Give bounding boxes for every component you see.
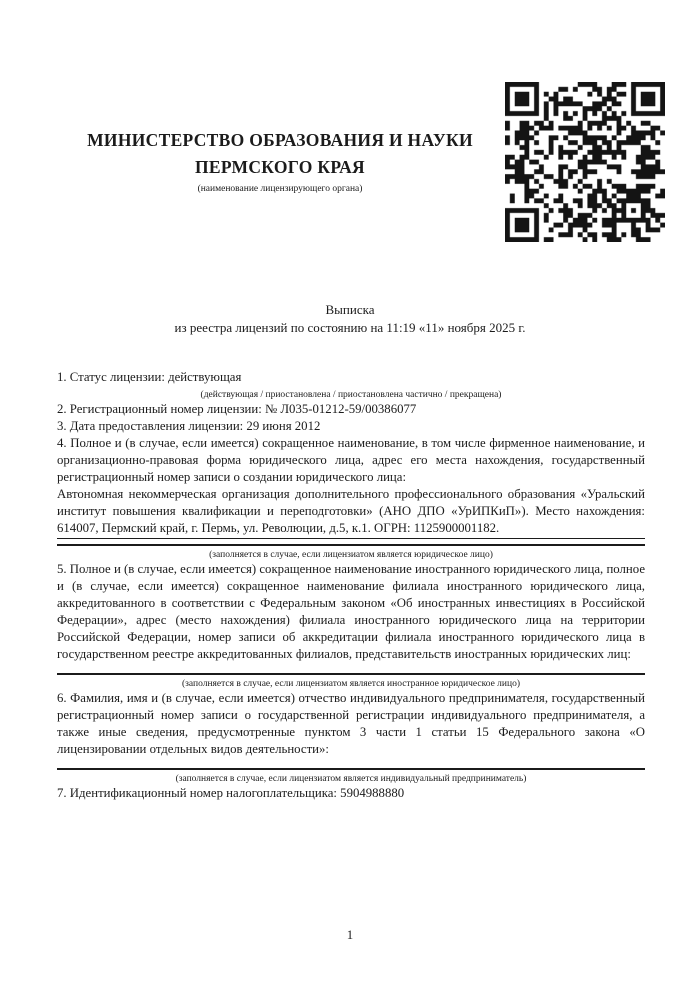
item-6-text: 6. Фамилия, имя и (в случае, если имеется) отчество индивидуального предпринимателя, государственный регистрационный номер записи о государственной регистрации индивидуального предпринимателя, а также иные сведения, предусмотренные пунктом 3 части 1 статьи 15 Федерального закона «О лицензировании отдельных видов деятельности»: [57, 691, 645, 756]
item-2-registration-number: 2. Регистрационный номер лицензии: № Л035-01212-59/00386077 [57, 402, 417, 416]
qr-code-icon [505, 82, 665, 242]
item-5-caption: (заполняется в случае, если лицензиатом является иностранное юридическое лицо) [182, 679, 520, 689]
item-5-text: 5. Полное и (в случае, если имеется) сокращенное наименование иностранного юридического лица, полное и (в случае, если имеется) сокращенное наименование филиала иностранного юридического лица, аккредитованного в соответствии с Федеральным законом «Об иностранных инвестициях в Российской Федерации», адрес (место нахождения) филиала иностранного юридического лица на территории Российской Федерации, номер записи об аккредитации филиала иностранного юридического лица в государственном реестре аккредитованных филиалов, представительств иностранных юридических лиц: [57, 562, 645, 661]
form-line [57, 673, 645, 675]
item-4-value: Автономная некоммерческая организация дополнительного профессионального образования «Уральский институт повышения квалификации и переподготовки» (АНО ДПО «УрИПКиП»). Место нахождения: 614007, Пермский край, г. Пермь, ул. Революции, д.5, к.1. ОГРН: 1125900001182. [57, 487, 645, 535]
org-name-line2: ПЕРМСКОГО КРАЯ [195, 157, 365, 177]
document-body [57, 369, 645, 802]
org-caption: (наименование лицензирующего органа) [197, 184, 363, 194]
item-4-text: 4. Полное и (в случае, если имеется) сокращенное наименование, в том числе фирменное наименование, и организационно-правовая форма юридического лица, адрес его места нахождения, государственный регистрационный номер записи о создании юридического лица: [57, 436, 645, 484]
item-6-caption: (заполняется в случае, если лицензиатом является индивидуальный предприниматель) [175, 774, 527, 784]
item-4-caption: (заполняется в случае, если лицензиатом является юридическое лицо) [209, 550, 493, 560]
document-title-line2: из реестра лицензий по состоянию на 11:19 «11» ноября 2025 г. [174, 320, 526, 335]
form-line [57, 768, 645, 770]
item-1-license-status: 1. Статус лицензии: действующая [57, 370, 242, 384]
document-title [0, 301, 700, 337]
item-7-taxpayer-number: 7. Идентификационный номер налогоплательщика: 5904988880 [57, 786, 405, 800]
item-1-caption: (действующая / приостановлена / приостановлена частично / прекращена) [200, 390, 502, 400]
licensing-authority-block [60, 127, 500, 195]
page-number: 1 [346, 928, 354, 942]
form-line [57, 538, 645, 546]
item-3-grant-date: 3. Дата предоставления лицензии: 29 июня 2012 [57, 419, 321, 433]
document-title-line1: Выписка [325, 302, 375, 317]
org-name-line1: МИНИСТЕРСТВО ОБРАЗОВАНИЯ И НАУКИ [87, 130, 473, 150]
